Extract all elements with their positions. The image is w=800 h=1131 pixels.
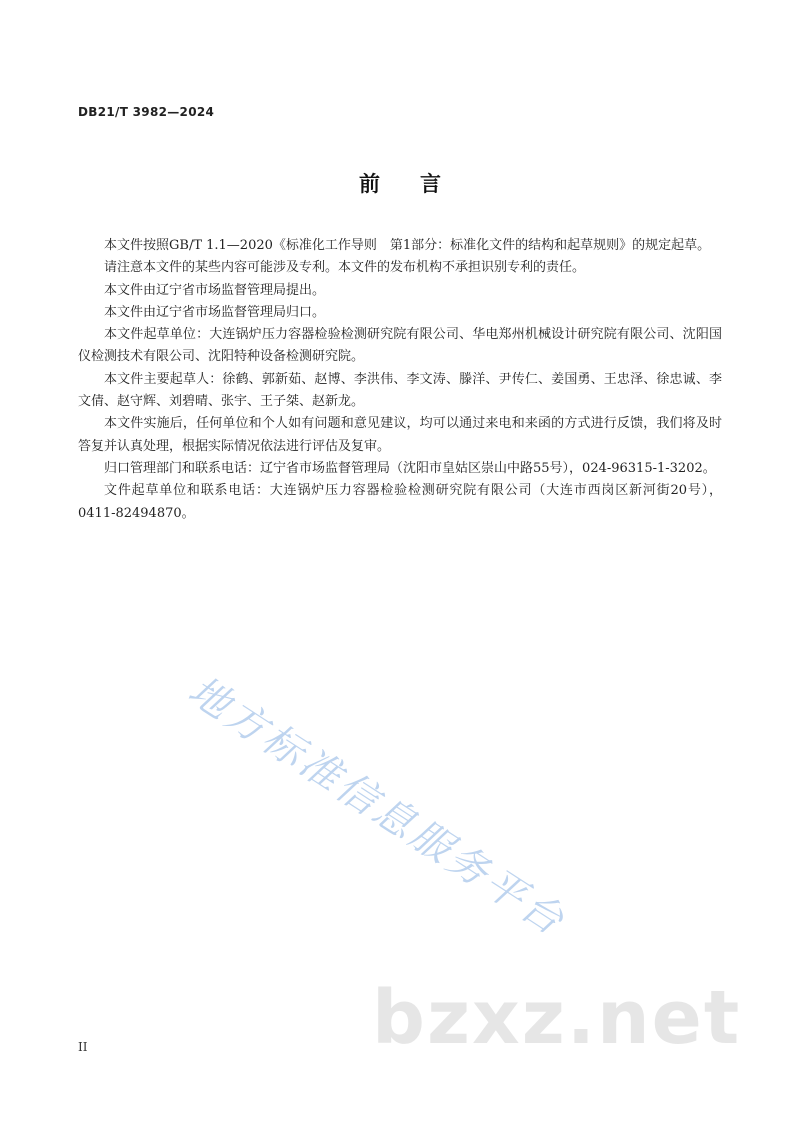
paragraph-drafting-units: 本文件起草单位：大连锅炉压力容器检验检测研究院有限公司、华电郑州机械设计研究院有限公司、沈阳国仪检测技术有限公司、沈阳特种设备检测研究院。 <box>78 327 722 365</box>
platform-watermark: 地方标准信息服务平台 <box>180 667 575 946</box>
paragraph-feedback: 本文件实施后，任何单位和个人如有问题和意见建议，均可以通过来电和来函的方式进行反馈，我们将及时答复并认真处理，根据实际情况依法进行评估及复审。 <box>78 416 722 454</box>
preface-body <box>78 235 722 525</box>
page-number: II <box>78 1040 88 1054</box>
paragraph-drafters: 本文件主要起草人：徐鹤、郭新茹、赵博、李洪伟、李文涛、滕洋、尹传仁、姜国勇、王忠泽、徐忠诚、李文倩、赵守辉、刘碧晴、张宇、王子桀、赵新龙。 <box>78 371 722 410</box>
section-title: 前言 <box>359 172 481 196</box>
site-watermark: bzxz.net <box>372 975 742 1061</box>
paragraph-drafting-basis: 本文件按照GB/T 1.1—2020《标准化工作导则 第1部分：标准化文件的结构和起草规则》的规定起草。 <box>104 238 711 253</box>
paragraph-proposer: 本文件由辽宁省市场监督管理局提出。 <box>104 282 326 298</box>
paragraph-authority-contact: 归口管理部门和联系电话：辽宁省市场监督管理局（沈阳市皇姑区崇山中路55号），024-96315-1-3202。 <box>104 460 716 476</box>
document-code: DB21/T 3982—2024 <box>78 105 215 119</box>
paragraph-centralized: 本文件由辽宁省市场监督管理局归口。 <box>104 304 326 320</box>
paragraph-drafter-contact: 文件起草单位和联系电话：大连锅炉压力容器检验检测研究院有限公司（大连市西岗区新河街20号），0411-82494870。 <box>78 483 722 521</box>
paragraph-patent-notice: 请注意本文件的某些内容可能涉及专利。本文件的发布机构不承担识别专利的责任。 <box>104 260 586 276</box>
